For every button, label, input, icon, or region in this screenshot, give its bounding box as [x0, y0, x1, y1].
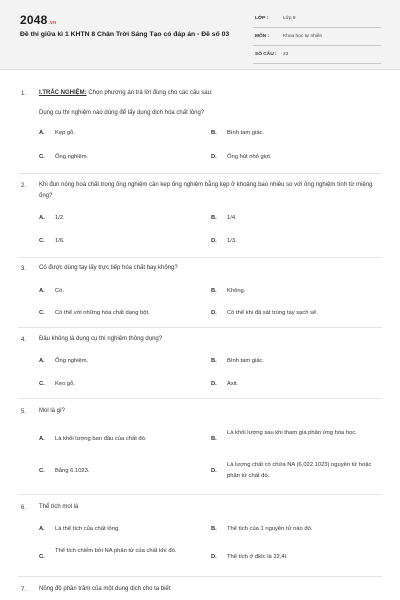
question-text: Đâu không là dụng cụ thí nghiệm thông dụng? [39, 336, 163, 342]
meta-row-count [253, 48, 381, 64]
question-divider [18, 257, 382, 258]
meta-value: Lớp 8 [283, 16, 296, 21]
meta-label: MÔN : [255, 34, 270, 39]
meta-label: SỐ CÂU : [255, 52, 277, 57]
question-text: Dụng cụ thí nghiệm nào dùng để lấy dung dịch hóa chất lỏng? [39, 110, 205, 116]
question-text: Khi đun nóng hoá chất trong ống nghiệm cần kẹp ống nghiệm bằng kẹp ở khoảng bao nhiêu so với ống nghiệm tính từ miệng ống? [39, 182, 373, 199]
meta-value: Khoa học tự nhiên [283, 34, 323, 39]
question-text: Mol là gì? [39, 408, 66, 414]
exam-page: 2048.vn Đề thi giữa kì 1 KHTN 8 Chân Trời Sáng Tạo có đáp án - Đề số 03 LỚP : Lớp 8 MÔN : Khoa học tự nhiên SỐ CÂU : 23 1. I.TRẮC NGHIỆM: Chọn phương án trả lời đúng cho các câu sau: Dụng cụ thí nghiệm nào dùng để lấy dung dịch hóa chất lỏng? A. Kẹp gỗ. B. Bình tam giác. C. Ống nghiệm. D. Ống hút nhỏ giọt. 2. Khi đun nóng hoá chất trong ống nghiệm cần kẹp ống nghiệm bằng kẹp ở khoảng bao nhiêu so với ống nghiệm tính từ miệng ống? A. 1/2. B. 1/4. C. 1/6. D. 1/3. 3. Có được dùng tay lấy trực tiếp hóa chất hay không? A. Có. B. Không. C. Có thể với những hóa chất dạng bột. D. Có thể khi đã sát trùng tay sạch sẽ. 4. Đâu không là dụng cụ thí nghiệm thông dụng? A. Ống nghiệm. B. Bình tam giác. C. Kẹo gỗ. D. Axit. 5. Mol là gì? A. Là khối lượng ban đầu của chất đó. B. Là khối lượng sau khi tham gia phản ứng hóa học. C. Bằng 6.1023. D. Là lượng chất có chứa NA (6,022.1023) nguyên tử hoặc phân tử chất đó. 6. Thể tích mol là A. Là thể tích của chất lỏng. B. Thể tích của 1 nguyên tử nào đó. C. Thể tích chiếm bởi NA phân tử của chất khí đó. D. Thể tích ở đktc là 22,4l. 7. Nồng độ phần trăm của một dung dịch cho ta biết [0, 0, 400, 600]
meta-value: 23 [283, 52, 289, 57]
question-number: 6. [21, 505, 27, 511]
meta-label: LỚP : [255, 16, 269, 21]
question-text: Thể tích mol là [39, 504, 79, 510]
question-text: Nồng độ phần trăm của một dung dịch cho ta biết [39, 586, 171, 592]
question-number: 2. [21, 183, 27, 189]
question-number: 5. [21, 409, 27, 415]
meta-row-subject [253, 30, 381, 46]
section-heading: I.TRẮC NGHIỆM: Chọn phương án trả lời đúng cho các câu sau: [39, 90, 213, 96]
question-divider [18, 398, 382, 399]
question-number: 1. [21, 91, 27, 97]
site-logo[interactable]: 2048.vn [20, 13, 57, 27]
question-divider [18, 576, 382, 577]
question-divider [18, 327, 382, 328]
question-number: 3. [21, 266, 27, 272]
question-number: 7. [21, 587, 27, 593]
question-divider [18, 494, 382, 495]
page-header [0, 0, 400, 70]
question-number: 4. [21, 337, 27, 343]
question-text: Có được dùng tay lấy trực tiếp hóa chất hay không? [39, 265, 178, 271]
question-divider [18, 173, 382, 174]
meta-row-class [253, 12, 381, 28]
exam-meta [253, 12, 381, 66]
exam-title: Đề thi giữa kì 1 KHTN 8 Chân Trời Sáng Tạo có đáp án - Đề số 03 [20, 31, 230, 38]
